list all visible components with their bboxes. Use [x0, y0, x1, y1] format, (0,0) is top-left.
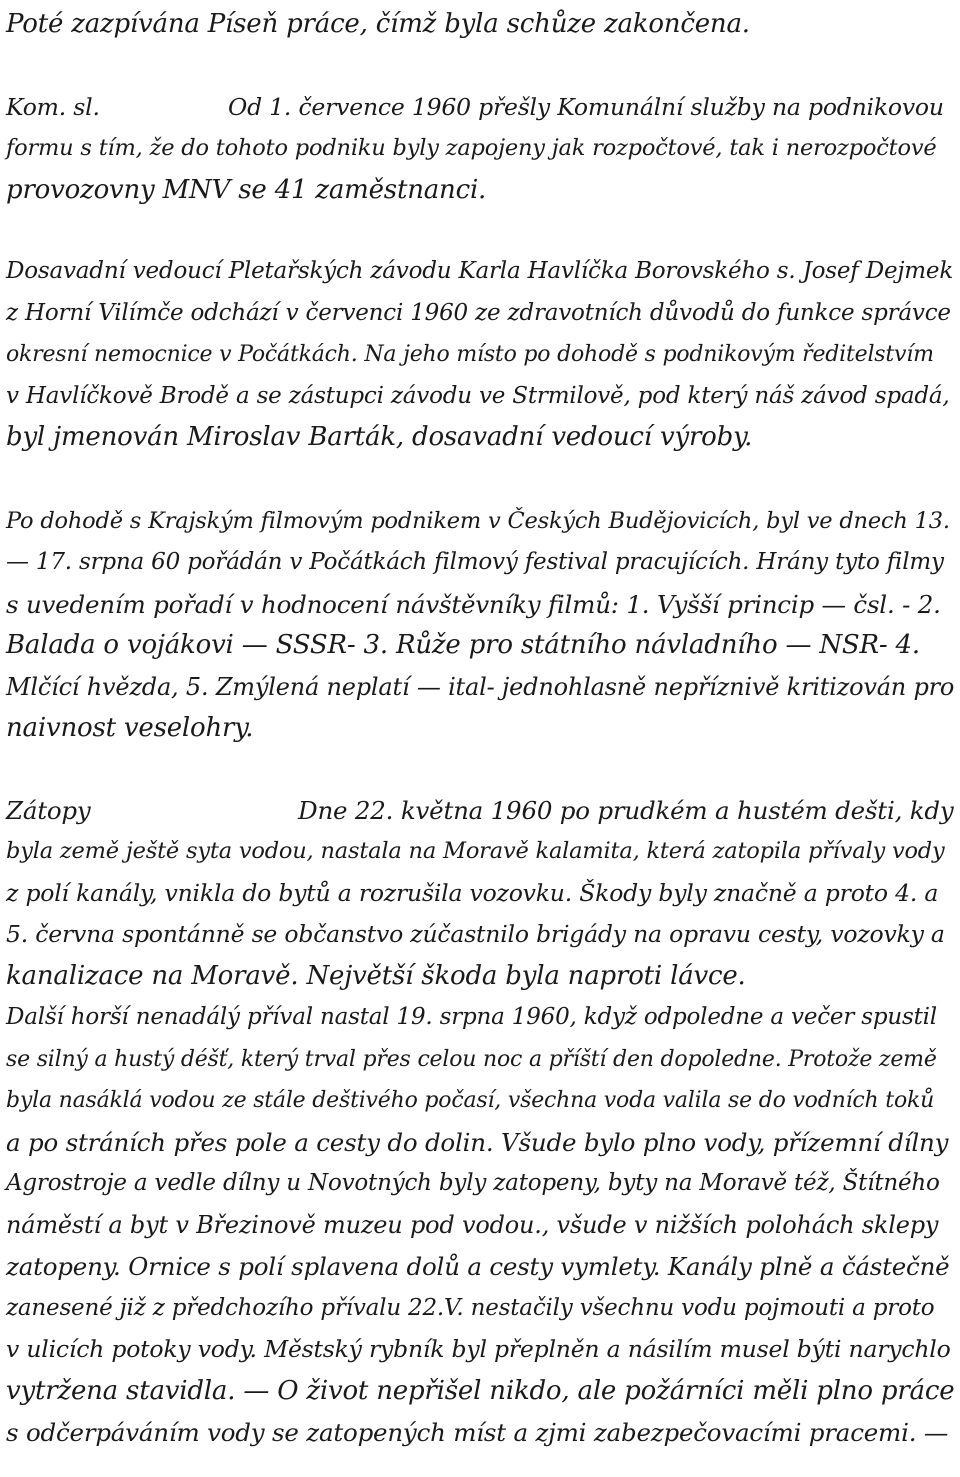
paragraph-closing-meeting [6, 4, 954, 46]
text-line: — 17. srpna 60 pořádán v Počátkách filmový festival pracujících. Hrány tyto filmy [6, 549, 944, 575]
paragraph-floods [6, 790, 954, 998]
text-line-content: Dne 22. května 1960 po prudkém a hustém dešti, kdy [298, 795, 954, 825]
text-line: s uvedením pořadí v hodnocení návštěvníky filmů: 1. Vyšší princip — čsl. - 2. [6, 589, 941, 619]
section-label-kom-sl: Kom. sl. [6, 92, 100, 121]
text-line: v ulicích potoky vody. Městský rybník byl přeplněn a násilím musel býti narychlo [6, 1335, 951, 1363]
text-line: kanalizace na Moravě. Největší škoda byla naproti lávce. [6, 960, 746, 991]
text-line: okresní nemocnice v Počátkách. Na jeho místo po dohodě s podnikovým ředitelstvím [6, 342, 934, 367]
text-line: byl jmenován Miroslav Barták, dosavadní vedoucí výroby. [6, 422, 753, 452]
text-line: vytržena stavidla. — O život nepřišel nikdo, ale požárníci měli plno práce [6, 1375, 955, 1406]
text-line: naivnost veselohry. [6, 713, 254, 743]
paragraph-second-flood [6, 997, 954, 1454]
text-line: zatopeny. Ornice s polí splavena dolů a cesty vymlety. Kanály plně a částečně [6, 1252, 950, 1281]
text-line: Po dohodě s Krajským filmovým podnikem v Českých Budějovicích, byl ve dnech 13. [6, 507, 950, 534]
text-line: z Horní Vilímče odchází v červenci 1960 ze zdravotních důvodů do funkce správce [6, 299, 951, 326]
section-label-zatopy: Zátopy [6, 795, 91, 825]
text-line: 5. června spontánně se občanstvo zúčastnilo brigády na opravu cesty, vozovky a [6, 920, 945, 948]
text-line: se silný a hustý déšť, který trval přes celou noc a příští den dopoledne. Protože země [6, 1046, 937, 1072]
text-line [6, 87, 954, 129]
text-line: z polí kanály, vnikla do bytů a rozrušila vozovku. Škody byly značně a proto 4. a [6, 878, 939, 907]
text-line: Balada o vojákovi — SSSR- 3. Růže pro státního návladního — NSR- 4. [6, 630, 920, 660]
text-line: Agrostroje a vedle dílny u Novotných byly zatopeny, byty na Moravě též, Štítného [6, 1170, 940, 1196]
text-line: s odčerpáváním vody se zatopených míst a zjmi zabezpečovacími pracemi. — [6, 1418, 949, 1447]
text-line: byla nasáklá vodou ze stále deštivého počasí, všechna voda valila se do vodních toků [6, 1088, 935, 1113]
text-line: Dosavadní vedoucí Pletařských závodu Karla Havlíčka Borovského s. Josef Dejmek [6, 258, 954, 284]
text-line: náměstí a byt v Březinově muzeu pod vodou., všude v nižších polohách sklepy [6, 1210, 939, 1239]
text-line: provozovny MNV se 41 zaměstnanci. [6, 174, 487, 205]
text-line: byla země ještě syta vodou, nastala na Moravě kalamita, která zatopila přívaly vody [6, 838, 945, 864]
text-line: zanesené již z předchozího přívalu 22.V. nestačily všechnu vodu pojmouti a proto [6, 1294, 935, 1321]
paragraph-communal-services [6, 87, 954, 212]
text-line: formu s tím, že do tohoto podniku byly zapojeny jak rozpočtové, tak i nerozpočtové [6, 135, 937, 161]
text-line: v Havlíčkově Brodě a se zástupci závodu ve Strmilově, pod který náš závod spadá, [6, 382, 950, 409]
text-line: Další horší nenadálý příval nastal 19. srpna 1960, když odpoledne a večer spustil [6, 1004, 937, 1030]
paragraph-film-festival [6, 501, 954, 750]
text-line: Mlčící hvězda, 5. Zmýlená neplatí — ital- jednohlasně nepříznivě kritizován pro [6, 672, 955, 701]
text-line: Poté zazpívána Píseň práce, čímž byla schůze zakončena. [6, 9, 750, 39]
paragraph-knitting-plant [6, 251, 954, 459]
text-line [6, 790, 954, 832]
text-line: a po stráních přes pole a cesty do dolin. Všude bylo plno vody, přízemní dílny [6, 1127, 949, 1157]
text-line-content: Od 1. července 1960 přešly Komunální služby na podnikovou [228, 92, 944, 121]
